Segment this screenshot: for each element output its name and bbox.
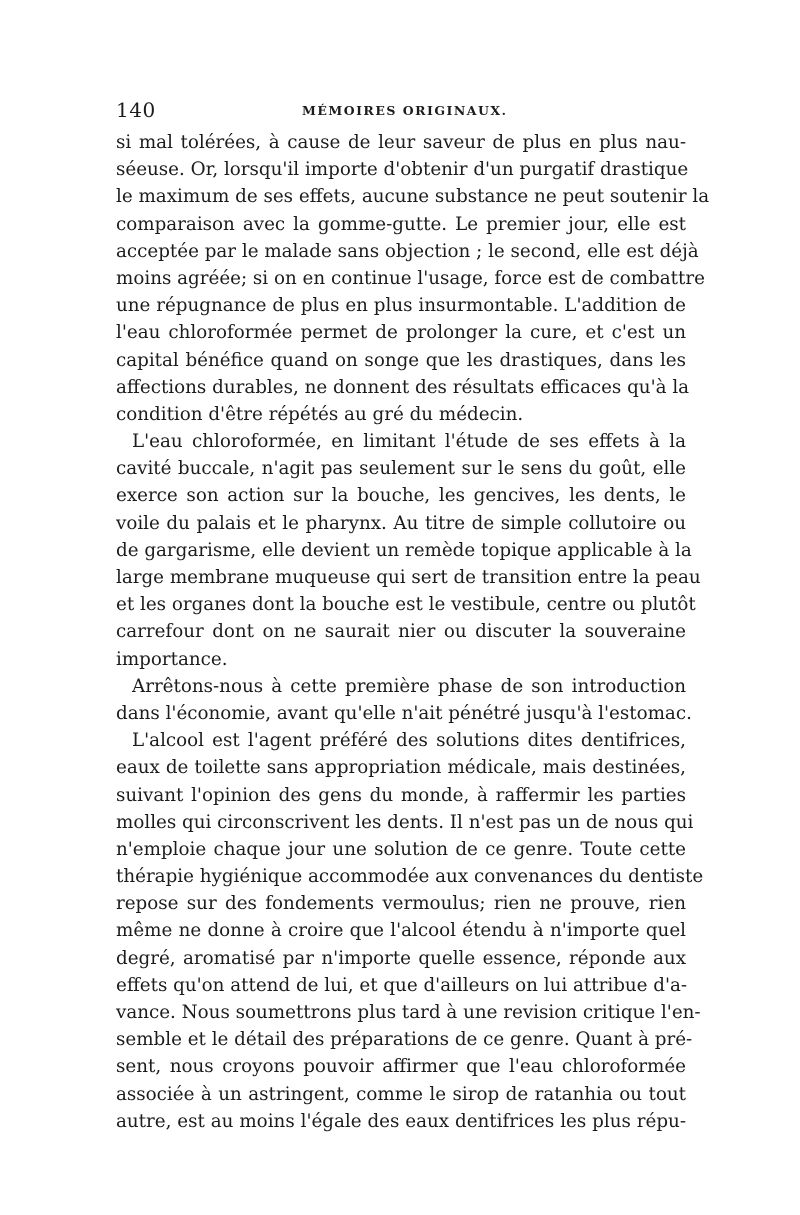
text-line: comparaison avec la gomme-gutte. Le premier jour, elle est: [116, 213, 686, 235]
text-line: n'emploie chaque jour une solution de ce genre. Toute cette: [116, 838, 686, 860]
text-line: sent, nous croyons pouvoir affirmer que l'eau chloroformée: [116, 1056, 686, 1078]
text-line: moins agréée; si on en continue l'usage, force est de combattre: [116, 267, 705, 289]
text-line: si mal tolérées, à cause de leur saveur de plus en plus nau-: [116, 132, 686, 153]
text-line: large membrane muqueuse qui sert de transition entre la peau: [116, 567, 701, 588]
text-line: semble et le détail des préparations de ce genre. Quant à pré-: [116, 1029, 693, 1051]
text-line: même ne donne à croire que l'alcool étendu à n'importe quel: [116, 920, 686, 942]
text-line: molles qui circonscrivent les dents. Il n'est pas un de nous qui: [116, 811, 694, 833]
text-line: suivant l'opinion des gens du monde, à raffermir les parties: [116, 784, 686, 806]
text-line: L'eau chloroformée, en limitant l'étude de ses effets à la: [132, 431, 686, 453]
text-line: repose sur des fondements vermoulus; rien ne prouve, rien: [116, 893, 686, 915]
text-line: le maximum de ses effets, aucune substance ne peut soutenir la: [116, 186, 710, 208]
text-line: l'eau chloroformée permet de prolonger la cure, et c'est un: [116, 322, 686, 344]
text-line: capital bénéfice quand on songe que les drastiques, dans les: [116, 349, 686, 371]
text-line: dans l'économie, avant qu'elle n'ait pénétré jusqu'à l'estomac.: [116, 702, 692, 724]
page-number: 140: [116, 98, 156, 122]
text-line: thérapie hygiénique accommodée aux convenances du dentiste: [116, 866, 704, 888]
text-line: acceptée par le malade sans objection ; le second, elle est déjà: [116, 240, 699, 262]
running-head: [116, 98, 686, 122]
text-line: importance.: [116, 648, 228, 670]
text-line: cavité buccale, n'agit pas seulement sur le sens du goût, elle: [116, 458, 686, 480]
text-line: degré, aromatisé par n'importe quelle essence, réponde aux: [116, 947, 686, 969]
text-line: condition d'être répétés au gré du médecin.: [116, 403, 524, 425]
text-line: Arrêtons-nous à cette première phase de son introduction: [132, 675, 686, 697]
text-line: L'alcool est l'agent préféré des solutions dites dentifrices,: [132, 730, 686, 752]
text-line: voile du palais et le pharynx. Au titre de simple collutoire ou: [116, 512, 686, 534]
text-line: une répugnance de plus en plus insurmontable. L'addition de: [116, 295, 686, 317]
text-line: associée à un astringent, comme le sirop de ratanhia ou tout: [116, 1083, 686, 1105]
text-line: carrefour dont on ne saurait nier ou discuter la souveraine: [116, 621, 686, 643]
text-line: de gargarisme, elle devient un remède topique applicable à la: [116, 539, 692, 561]
text-line: séeuse. Or, lorsqu'il importe d'obtenir d'un purgatif drastique: [116, 159, 689, 181]
text-line: effets qu'on attend de lui, et que d'ailleurs on lui attribue d'a-: [116, 974, 688, 996]
text-line: affections durables, ne donnent des résultats efficaces qu'à la: [116, 376, 690, 398]
text-line: eaux de toilette sans appropriation médicale, mais destinées,: [116, 757, 686, 779]
text-line: et les organes dont la bouche est le vestibule, centre ou plutôt: [116, 594, 696, 616]
text-line: autre, est au moins l'égale des eaux dentifrices les plus répu-: [116, 1110, 686, 1132]
running-title: MÉMOIRES ORIGINAUX.: [302, 103, 508, 118]
text-line: vance. Nous soumettrons plus tard à une revision critique l'en-: [116, 1002, 701, 1023]
body-text: [116, 129, 710, 1135]
text-line: exerce son action sur la bouche, les gencives, les dents, le: [116, 485, 686, 507]
